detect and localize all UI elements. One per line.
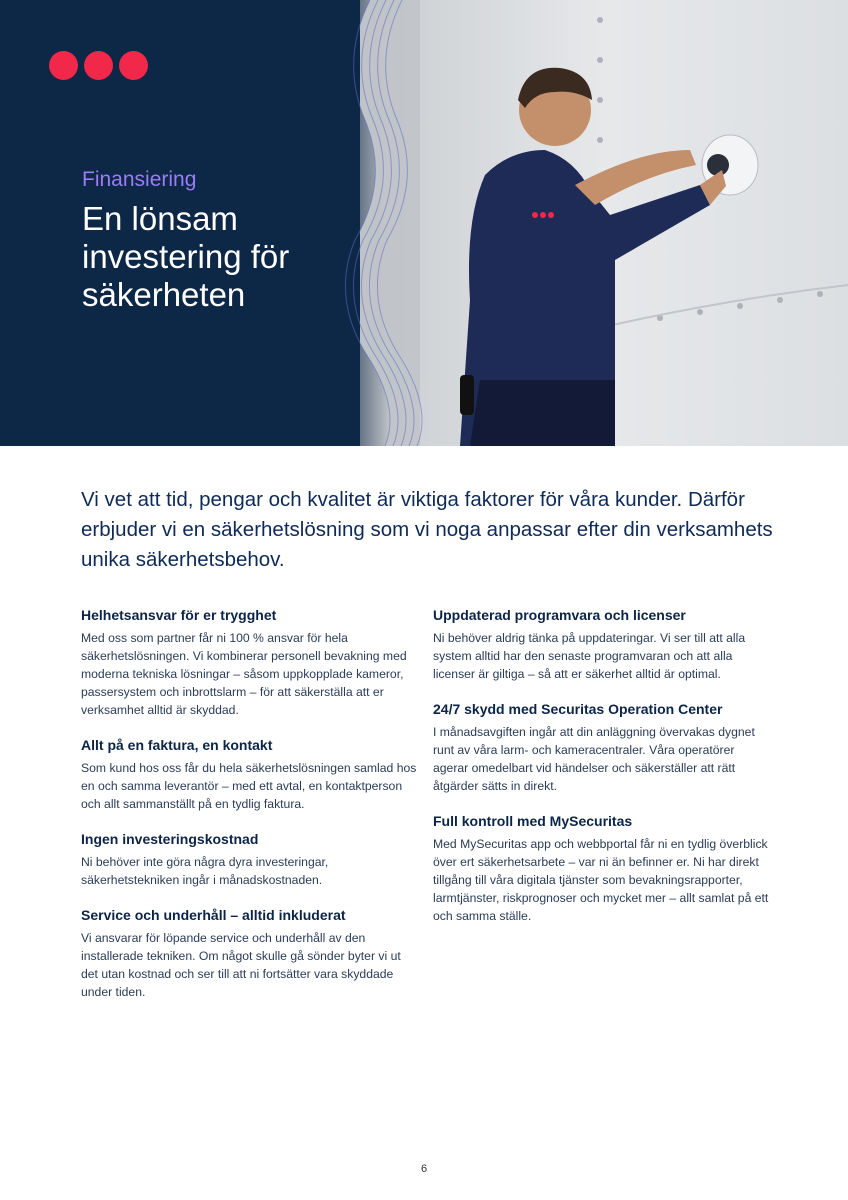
feature-heading: Full kontroll med MySecuritas <box>433 813 633 829</box>
feature-section <box>81 906 421 1001</box>
section-kicker: Finansiering <box>82 168 197 191</box>
feature-heading: Allt på en faktura, en kontakt <box>81 737 273 753</box>
feature-body: Som kund hos oss får du hela säkerhetslösningen samlad hos en och samma leverantör – med ett avtal, en kontaktperson och allt sammanställt på en tydlig faktura. <box>81 761 417 811</box>
page-title: En lönsam investering för säkerheten <box>82 200 290 313</box>
page-number: 6 <box>420 1163 428 1175</box>
feature-body: Med oss som partner får ni 100 % ansvar för hela säkerhetslösningen. Vi kombinerar personell bevakning med moderna tekniska lösningar – såsom uppkopplade kameror, passersystem och inbrottslarm – för att säkerställa att er verksamhet alltid är skyddad. <box>81 631 407 717</box>
feature-body: Ni behöver inte göra några dyra investeringar, säkerhetstekniken ingår i månadskostnaden. <box>81 855 329 887</box>
feature-section <box>81 606 421 719</box>
feature-body: Ni behöver aldrig tänka på uppdateringar. Vi ser till att alla system alltid har den senaste programvaran och att alla licenser är giltiga – så att er säkerhet alltid är optimal. <box>433 631 746 681</box>
feature-heading: Ingen investeringskostnad <box>81 831 259 847</box>
feature-body: Med MySecuritas app och webbportal får ni en tydlig överblick över ert säkerhetsarbete – var ni än befinner er. Ni har direkt tillgång till våra digitala tjänster som bevakningsrapporter, larmtjänster, riskprognoser och mycket mer – allt samlat på ett och samma ställe. <box>433 837 769 923</box>
logo-dot-icon <box>119 51 148 80</box>
logo-dot-icon <box>84 51 113 80</box>
feature-section <box>433 812 773 925</box>
left-column <box>81 606 421 1018</box>
feature-heading: Service och underhåll – alltid inkluderat <box>81 907 346 923</box>
feature-heading: 24/7 skydd med Securitas Operation Center <box>433 701 723 717</box>
feature-section <box>81 736 421 813</box>
right-column <box>433 606 773 942</box>
intro-paragraph: Vi vet att tid, pengar och kvalitet är viktiga faktorer för våra kunder. Därför erbjuder vi en säkerhetslösning som vi noga anpassar efter din verksamhets unika säkerhetsbehov. <box>81 488 773 571</box>
hero-banner <box>0 0 848 446</box>
feature-section <box>81 830 421 889</box>
feature-section <box>433 700 773 795</box>
feature-body: Vi ansvarar för löpande service och underhåll av den installerade tekniken. Om något skulle gå sönder byter vi ut det utan kostnad och ser till att ni fortsätter vara skyddade under tiden. <box>81 931 401 999</box>
feature-section <box>433 606 773 683</box>
logo-dot-icon <box>49 51 78 80</box>
feature-heading: Helhetsansvar för er trygghet <box>81 607 277 623</box>
brand-logo <box>49 51 148 80</box>
feature-heading: Uppdaterad programvara och licenser <box>433 607 686 623</box>
feature-body: I månadsavgiften ingår att din anläggning övervakas dygnet runt av våra larm- och kameracentraler. Våra operatörer agerar omedelbart vid händelser och säkerställer att rätt åtgärder sätts in direkt. <box>433 725 755 793</box>
